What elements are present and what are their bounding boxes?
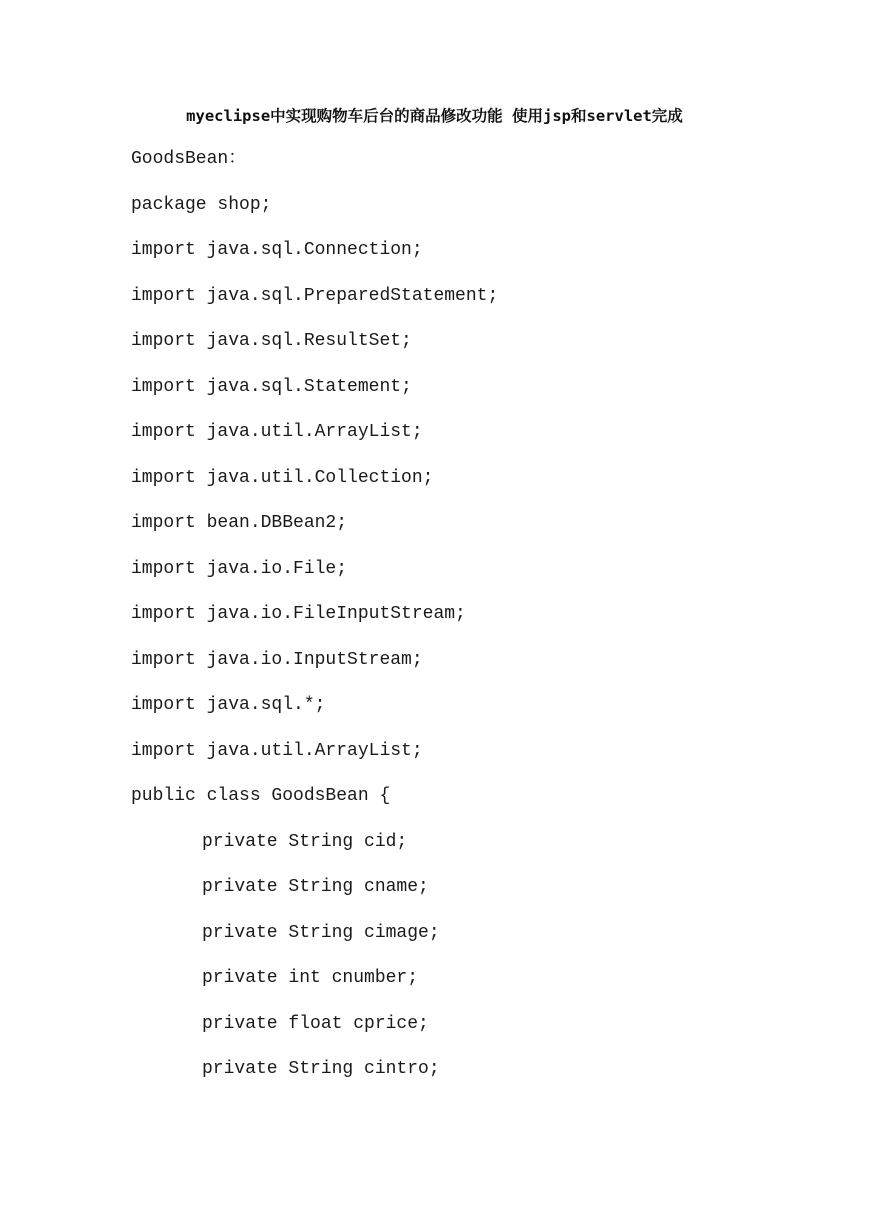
code-line: import java.util.ArrayList; (131, 740, 423, 761)
code-line: GoodsBean： (131, 149, 247, 169)
code-line: public class GoodsBean { (131, 786, 391, 806)
code-line: import java.sql.*; (131, 695, 326, 715)
code-line: import java.sql.Statement; (131, 376, 412, 397)
code-line: private float cprice; (202, 1013, 429, 1034)
code-line: import java.util.ArrayList; (131, 422, 423, 442)
code-line: import java.sql.ResultSet; (131, 331, 412, 351)
code-line: package shop; (131, 194, 272, 215)
code-line: private int cnumber; (202, 968, 419, 988)
code-line: import java.io.InputStream; (131, 649, 423, 670)
document-title: myeclipse中实现购物车后台的商品修改功能 使用jsp和servlet完成 (186, 107, 683, 125)
code-line: import java.sql.Connection; (131, 240, 423, 260)
code-line: private String cintro; (202, 1059, 440, 1079)
code-line: private String cid; (202, 831, 408, 852)
code-body (131, 145, 829, 1101)
code-line: import java.sql.PreparedStatement; (131, 285, 499, 306)
code-line: import java.io.File; (131, 558, 348, 579)
code-line: private String cimage; (202, 922, 440, 943)
code-line: import java.io.FileInputStream; (131, 604, 466, 624)
code-line: import java.util.Collection; (131, 467, 434, 488)
code-line: import bean.DBBean2; (131, 513, 348, 533)
code-line: private String cname; (202, 877, 429, 897)
